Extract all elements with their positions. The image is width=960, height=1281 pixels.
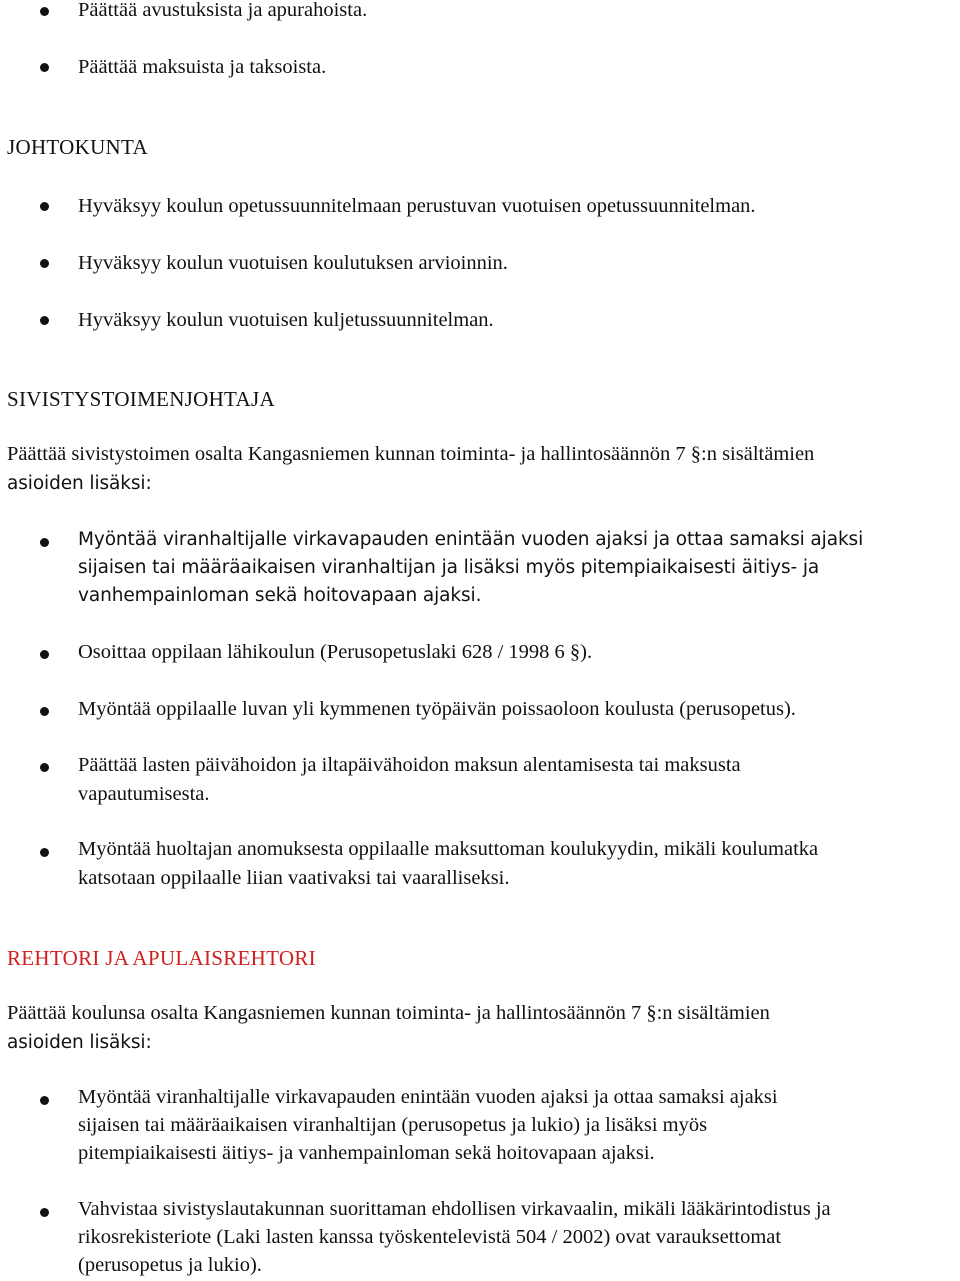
list-item-line: sijaisen tai määräaikaisen viranhaltijan (perusopetus ja lukio) ja lisäksi myös <box>78 1114 708 1136</box>
intro-line: asioiden lisäksi: <box>7 473 152 494</box>
list-item: Päättää avustuksista ja apurahoista. <box>78 0 368 21</box>
list-item: Hyväksyy koulun vuotuisen koulutuksen arvioinnin. <box>78 252 508 274</box>
list-item-line: Myöntää huoltajan anomuksesta oppilaalle maksuttoman koulukyydin, mikäli koulumatka <box>78 838 819 860</box>
list-item-line: katsotaan oppilaalle liian vaativaksi tai vaaralliseksi. <box>78 867 510 889</box>
intro-line: Päättää sivistystoimen osalta Kangasniemen kunnan toiminta- ja hallintosäännön 7 §:n sisältämien <box>7 443 815 465</box>
bullet-icon <box>40 538 49 547</box>
bullet-icon <box>40 63 49 72</box>
list-item: Hyväksyy koulun vuotuisen kuljetussuunnitelman. <box>78 309 494 331</box>
list-item-line: vanhempainloman sekä hoitovapaan ajaksi. <box>78 585 482 606</box>
list-item: Hyväksyy koulun opetussuunnitelmaan perustuvan vuotuisen opetussuunnitelman. <box>78 195 756 217</box>
bullet-icon <box>40 763 49 772</box>
list-item-line: sijaisen tai määräaikaisen viranhaltijan ja lisäksi myös pitempiaikaisesti äitiys- ja <box>78 557 820 578</box>
list-item-line: vapautumisesta. <box>78 783 210 805</box>
bullet-icon <box>40 650 49 659</box>
bullet-icon <box>40 1208 49 1217</box>
bullet-icon <box>40 316 49 325</box>
bullet-icon <box>40 848 49 857</box>
list-item-line: pitempiaikaisesti äitiys- ja vanhempainloman sekä hoitovapaan ajaksi. <box>78 1142 655 1164</box>
bullet-icon <box>40 7 49 16</box>
bullet-icon <box>40 202 49 211</box>
bullet-icon <box>40 259 49 268</box>
intro-line: asioiden lisäksi: <box>7 1032 152 1053</box>
list-item-line: Myöntää viranhaltijalle virkavapauden enintään vuoden ajaksi ja ottaa samaksi ajaksi <box>78 529 864 550</box>
bullet-icon <box>40 707 49 716</box>
list-item-line: Myöntää viranhaltijalle virkavapauden enintään vuoden ajaksi ja ottaa samaksi ajaksi <box>78 1086 778 1108</box>
list-item: Osoittaa oppilaan lähikoulun (Perusopetuslaki 628 / 1998 6 §). <box>78 641 593 663</box>
section-heading-sivistystoimenjohtaja: SIVISTYSTOIMENJOHTAJA <box>7 387 275 411</box>
bullet-icon <box>40 1096 49 1105</box>
list-item-line: Päättää lasten päivähoidon ja iltapäivähoidon maksun alentamisesta tai maksusta <box>78 754 741 776</box>
list-item: Päättää maksuista ja taksoista. <box>78 56 327 78</box>
section-heading-rehtori: REHTORI JA APULAISREHTORI <box>7 946 316 970</box>
intro-line: Päättää koulunsa osalta Kangasniemen kunnan toiminta- ja hallintosäännön 7 §:n sisältämien <box>7 1002 770 1024</box>
list-item: Myöntää oppilaalle luvan yli kymmenen työpäivän poissaoloon koulusta (perusopetus). <box>78 698 796 720</box>
list-item-line: rikosrekisteriote (Laki lasten kanssa työskentelevistä 504 / 2002) ovat varauksettomat <box>78 1226 782 1248</box>
list-item-line: (perusopetus ja lukio). <box>78 1254 262 1276</box>
section-heading-johtokunta: JOHTOKUNTA <box>7 135 148 159</box>
list-item-line: Vahvistaa sivistyslautakunnan suorittaman ehdollisen virkavaalin, mikäli lääkärintodistus ja <box>78 1198 831 1220</box>
